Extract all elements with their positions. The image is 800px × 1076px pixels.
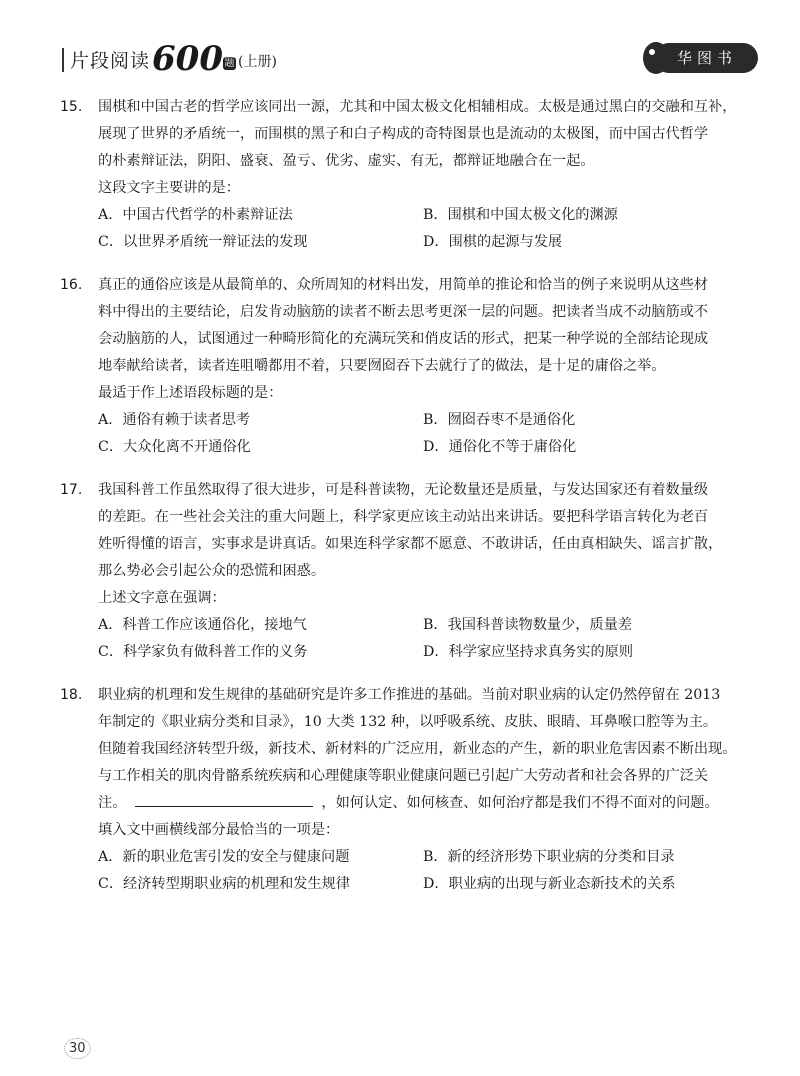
book-title-block: [62, 39, 277, 79]
text-before-blank: 注。: [98, 795, 127, 811]
option-c: C．大众化离不开通俗化: [98, 439, 251, 455]
page-header: [60, 40, 760, 84]
question-stem: [60, 682, 766, 817]
option-b: B．囫囵吞枣不是通俗化: [423, 412, 576, 428]
stem-line: 围棋和中国古老的哲学应该同出一源，尤其和中国太极文化相辅相成。太极是通过黑白的交融和互补，: [98, 99, 737, 115]
stem-line: 那么势必会引起公众的恐慌和困惑。: [98, 563, 326, 579]
option-c: C．以世界矛盾统一辩证法的发现: [98, 234, 308, 250]
question-list: [60, 94, 766, 898]
question-prompt: 上述文字意在强调：: [98, 590, 226, 606]
option-d: D．职业病的出现与新业态新技术的关系: [423, 876, 676, 892]
question-number: 18.: [60, 687, 83, 703]
option-c: C．科学家负有做科普工作的义务: [98, 644, 308, 660]
stem-line: 地奉献给读者，读者连咀嚼都用不着，只要囫囵吞下去就行了的做法，是十足的庸俗之举。: [98, 358, 666, 374]
option-a: A．通俗有赖于读者思考: [98, 412, 251, 428]
stem-line: 展现了世界的矛盾统一，而围棋的黑子和白子构成的奇特图景也是流动的太极图，而中国古代哲学: [98, 126, 709, 142]
page-number: 30: [64, 1038, 91, 1059]
question-15: [60, 94, 766, 256]
stem-line-with-blank: [98, 790, 766, 817]
stem-line: 的差距。在一些社会关注的重大问题上，科学家更应该主动站出来讲话。要把科学语言转化为老百: [98, 509, 709, 525]
option-a: A．新的职业危害引发的安全与健康问题: [98, 849, 350, 865]
stem-line: 与工作相关的肌肉骨骼系统疾病和心理健康等职业健康问题已引起广大劳动者和社会各界的广泛关: [98, 768, 709, 784]
option-a: A．中国古代哲学的朴素辩证法: [98, 207, 293, 223]
stem-line: 但随着我国经济转型升级，新技术、新材料的广泛应用，新业态的产生，新的职业危害因素不断出现。: [98, 741, 737, 757]
option-b: B．围棋和中国太极文化的渊源: [423, 207, 618, 223]
question-number: 16.: [60, 277, 83, 293]
question-text: [98, 94, 766, 175]
question-17: [60, 477, 766, 666]
stem-line: 年制定的《职业病分类和目录》，10 大类 132 种，以呼吸系统、皮肤、眼睛、耳鼻喉口腔等为主。: [98, 714, 718, 730]
question-prompt: 这段文字主要讲的是：: [98, 180, 240, 196]
answer-options: [60, 202, 766, 256]
stem-line: 真正的通俗应该是从最简单的、众所周知的材料出发，用简单的推论和恰当的例子来说明从这些材: [98, 277, 709, 293]
publisher-logo: [642, 40, 760, 76]
question-18: [60, 682, 766, 898]
option-d: D．通俗化不等于庸俗化: [423, 439, 577, 455]
question-stem: [60, 94, 766, 175]
stem-line: 姓听得懂的语言，实事求是讲真话。如果连科学家都不愿意、不敢讲话，任由真相缺失、谣言扩散，: [98, 536, 723, 552]
fill-in-blank: [135, 792, 313, 807]
answer-options: [60, 407, 766, 461]
option-b: B．新的经济形势下职业病的分类和目录: [423, 849, 675, 865]
book-volume: (上册): [238, 54, 277, 70]
stem-line: 的朴素辩证法，阴阳、盛衰、盈亏、优劣、虚实、有无，都辩证地融合在一起。: [98, 153, 595, 169]
stem-line: 料中得出的主要结论，启发肯动脑筋的读者不断去思考更深一层的问题。把读者当成不动脑筋或不: [98, 304, 709, 320]
book-unit: 题: [224, 58, 235, 69]
answer-options: [60, 612, 766, 666]
option-d: D．围棋的起源与发展: [423, 234, 563, 250]
question-text: [98, 272, 766, 380]
stem-line: 会动脑筋的人，试图通过一种畸形简化的充满玩笑和俏皮话的形式，把某一种学说的全部结论现成: [98, 331, 709, 347]
option-c: C．经济转型期职业病的机理和发生规律: [98, 876, 351, 892]
option-d: D．科学家应坚持求真务实的原则: [423, 644, 634, 660]
book-number: 600: [152, 39, 223, 79]
book-title: 片段阅读: [70, 50, 151, 72]
stem-line: 职业病的机理和发生规律的基础研究是许多工作推进的基础。当前对职业病的认定仍然停留在 2013: [98, 687, 721, 703]
logo-text: 华图书: [676, 49, 737, 67]
question-prompt: 最适于作上述语段标题的是：: [98, 385, 283, 401]
header-rule: [62, 48, 64, 72]
text-after-blank: ，如何认定、如何核查、如何治疗都是我们不得不面对的问题。: [321, 795, 719, 811]
option-a: A．科普工作应该通俗化，接地气: [98, 617, 307, 633]
question-text: [98, 477, 766, 585]
question-16: [60, 272, 766, 461]
stem-line: 我国科普工作虽然取得了很大进步，可是科普读物，无论数量还是质量，与发达国家还有着数量级: [98, 482, 709, 498]
question-text: [98, 682, 766, 817]
answer-options: [60, 844, 766, 898]
question-stem: [60, 477, 766, 585]
question-number: 17.: [60, 482, 83, 498]
question-stem: [60, 272, 766, 380]
option-b: B．我国科普读物数量少，质量差: [423, 617, 633, 633]
question-prompt: 填入文中画横线部分最恰当的一项是：: [98, 822, 340, 838]
question-number: 15.: [60, 99, 83, 115]
